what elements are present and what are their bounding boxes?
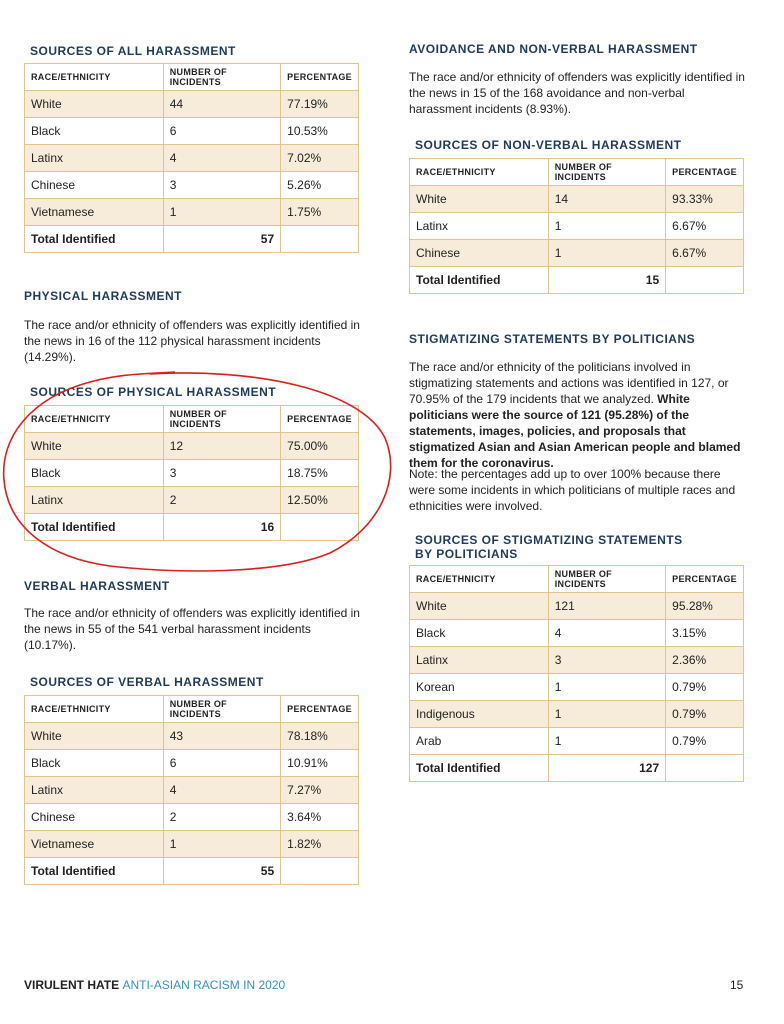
politicians-table-title (415, 533, 683, 561)
page-number: 15 (730, 978, 744, 992)
incidents-cell: 121 (548, 593, 665, 620)
percentage-cell: 1.75% (281, 199, 359, 226)
total-value: 15 (548, 267, 665, 294)
table-row (25, 831, 359, 858)
total-label: Total Identified (410, 755, 549, 782)
race-cell: Chinese (25, 172, 164, 199)
incidents-cell: 4 (163, 145, 280, 172)
race-cell: Latinx (410, 647, 549, 674)
non-verbal-table-title: SOURCES OF NON-VERBAL HARASSMENT (415, 138, 682, 152)
race-cell: Latinx (410, 213, 549, 240)
percentage-cell: 75.00% (281, 433, 359, 460)
physical-harassment-table-title: SOURCES OF PHYSICAL HARASSMENT (30, 385, 277, 399)
column-header: PERCENTAGE (666, 159, 744, 186)
column-header: PERCENTAGE (281, 406, 359, 433)
total-label: Total Identified (25, 514, 164, 541)
physical-harassment-table (24, 405, 359, 541)
total-empty-cell (281, 226, 359, 253)
race-cell: Black (410, 620, 549, 647)
race-cell: White (410, 593, 549, 620)
incidents-cell: 1 (548, 728, 665, 755)
percentage-cell: 6.67% (666, 213, 744, 240)
table-row (25, 199, 359, 226)
all-harassment-table-title: SOURCES OF ALL HARASSMENT (30, 44, 236, 58)
footer-brand (24, 978, 285, 992)
table-row (410, 647, 744, 674)
politicians-note: Note: the percentages add up to over 100% because there were some incidents in which politicians of multiple races and ethnicities were involved. (409, 467, 736, 513)
politicians-table-title-line2: BY POLITICIANS (415, 547, 518, 561)
incidents-cell: 2 (163, 804, 280, 831)
percentage-cell: 7.27% (281, 777, 359, 804)
footer-subtitle: ANTI-ASIAN RACISM IN 2020 (122, 978, 286, 992)
incidents-cell: 3 (163, 460, 280, 487)
column-header: RACE/ETHNICITY (25, 696, 164, 723)
non-verbal-table (409, 158, 744, 294)
total-empty-cell (666, 267, 744, 294)
table-row (25, 118, 359, 145)
total-value: 55 (163, 858, 280, 885)
incidents-cell: 1 (548, 240, 665, 267)
verbal-harassment-table-title: SOURCES OF VERBAL HARASSMENT (30, 675, 264, 689)
table-row (410, 620, 744, 647)
table-header-row (25, 64, 359, 91)
percentage-cell: 10.91% (281, 750, 359, 777)
race-cell: White (25, 723, 164, 750)
race-cell: White (25, 433, 164, 460)
percentage-cell: 18.75% (281, 460, 359, 487)
politicians-table (409, 565, 744, 782)
footer-brand-name: VIRULENT HATE (24, 978, 120, 992)
incidents-cell: 1 (163, 199, 280, 226)
race-cell: Indigenous (410, 701, 549, 728)
percentage-cell: 77.19% (281, 91, 359, 118)
table-row (410, 240, 744, 267)
percentage-cell: 95.28% (666, 593, 744, 620)
column-header: NUMBER OF INCIDENTS (163, 696, 280, 723)
incidents-cell: 1 (163, 831, 280, 858)
race-cell: Latinx (25, 777, 164, 804)
total-label: Total Identified (25, 858, 164, 885)
table-row (25, 172, 359, 199)
total-empty-cell (281, 858, 359, 885)
column-header: RACE/ETHNICITY (410, 566, 549, 593)
total-label: Total Identified (410, 267, 549, 294)
race-cell: Latinx (25, 145, 164, 172)
table-row (25, 433, 359, 460)
table-row (410, 213, 744, 240)
total-row (25, 514, 359, 541)
column-header: PERCENTAGE (666, 566, 744, 593)
verbal-harassment-heading: VERBAL HARASSMENT (24, 579, 170, 593)
incidents-cell: 43 (163, 723, 280, 750)
physical-harassment-text: The race and/or ethnicity of offenders was explicitly identified in the news in 16 of the 112 physical harassment incidents (14.29%). (24, 318, 360, 364)
total-row (410, 267, 744, 294)
table-row (25, 91, 359, 118)
table-row (410, 728, 744, 755)
table-row (410, 186, 744, 213)
incidents-cell: 12 (163, 433, 280, 460)
total-value: 127 (548, 755, 665, 782)
table-header-row (25, 696, 359, 723)
total-row (410, 755, 744, 782)
race-cell: Black (25, 460, 164, 487)
race-cell: Chinese (410, 240, 549, 267)
percentage-cell: 3.64% (281, 804, 359, 831)
percentage-cell: 12.50% (281, 487, 359, 514)
column-header: RACE/ETHNICITY (25, 64, 164, 91)
total-row (25, 858, 359, 885)
percentage-cell: 7.02% (281, 145, 359, 172)
percentage-cell: 10.53% (281, 118, 359, 145)
table-row (25, 487, 359, 514)
incidents-cell: 6 (163, 118, 280, 145)
table-row (410, 701, 744, 728)
physical-harassment-heading: PHYSICAL HARASSMENT (24, 289, 182, 303)
incidents-cell: 6 (163, 750, 280, 777)
table-row (25, 804, 359, 831)
race-cell: Black (25, 118, 164, 145)
incidents-cell: 4 (163, 777, 280, 804)
column-header: RACE/ETHNICITY (25, 406, 164, 433)
race-cell: Vietnamese (25, 831, 164, 858)
column-header: NUMBER OF INCIDENTS (163, 64, 280, 91)
percentage-cell: 0.79% (666, 728, 744, 755)
race-cell: Latinx (25, 487, 164, 514)
race-cell: Korean (410, 674, 549, 701)
percentage-cell: 5.26% (281, 172, 359, 199)
column-header: NUMBER OF INCIDENTS (548, 159, 665, 186)
column-header: RACE/ETHNICITY (410, 159, 549, 186)
politicians-table-title-line1: SOURCES OF STIGMATIZING STATEMENTS (415, 533, 683, 547)
percentage-cell: 6.67% (666, 240, 744, 267)
percentage-cell: 2.36% (666, 647, 744, 674)
incidents-cell: 14 (548, 186, 665, 213)
politicians-text-bold: White politicians were the source of 121 (95.28%) of the statements, images, policies, and proposals that stigmatized Asian and Asian American people and blamed them for the coronavirus. (409, 392, 741, 470)
incidents-cell: 3 (163, 172, 280, 199)
total-value: 16 (163, 514, 280, 541)
total-value: 57 (163, 226, 280, 253)
politicians-text-plain: The race and/or ethnicity of the politicians involved in stigmatizing statements and actions was identified in 127, or 70.95% of the 179 incidents that we analyzed. (409, 360, 729, 406)
race-cell: Black (25, 750, 164, 777)
all-harassment-table (24, 63, 359, 253)
avoidance-heading: AVOIDANCE AND NON-VERBAL HARASSMENT (409, 42, 698, 56)
verbal-harassment-text: The race and/or ethnicity of offenders was explicitly identified in the news in 55 of the 541 verbal harassment incidents (10.17%). (24, 606, 360, 652)
percentage-cell: 0.79% (666, 674, 744, 701)
table-row (25, 750, 359, 777)
table-header-row (25, 406, 359, 433)
race-cell: Arab (410, 728, 549, 755)
percentage-cell: 0.79% (666, 701, 744, 728)
politicians-heading: STIGMATIZING STATEMENTS BY POLITICIANS (409, 332, 696, 346)
percentage-cell: 93.33% (666, 186, 744, 213)
table-row (25, 145, 359, 172)
table-header-row (410, 566, 744, 593)
column-header: PERCENTAGE (281, 696, 359, 723)
total-empty-cell (666, 755, 744, 782)
column-header: PERCENTAGE (281, 64, 359, 91)
verbal-harassment-table (24, 695, 359, 885)
total-row (25, 226, 359, 253)
percentage-cell: 3.15% (666, 620, 744, 647)
table-header-row (410, 159, 744, 186)
total-label: Total Identified (25, 226, 164, 253)
percentage-cell: 78.18% (281, 723, 359, 750)
incidents-cell: 44 (163, 91, 280, 118)
percentage-cell: 1.82% (281, 831, 359, 858)
incidents-cell: 1 (548, 701, 665, 728)
table-row (410, 674, 744, 701)
column-header: NUMBER OF INCIDENTS (163, 406, 280, 433)
incidents-cell: 1 (548, 674, 665, 701)
table-row (25, 777, 359, 804)
race-cell: White (25, 91, 164, 118)
race-cell: Chinese (25, 804, 164, 831)
incidents-cell: 1 (548, 213, 665, 240)
avoidance-text: The race and/or ethnicity of offenders was explicitly identified in the news in 15 of the 168 avoidance and non-verbal harassment incidents (8.93%). (409, 70, 745, 116)
politicians-text (409, 359, 749, 471)
race-cell: White (410, 186, 549, 213)
table-row (410, 593, 744, 620)
incidents-cell: 3 (548, 647, 665, 674)
incidents-cell: 2 (163, 487, 280, 514)
column-header: NUMBER OF INCIDENTS (548, 566, 665, 593)
race-cell: Vietnamese (25, 199, 164, 226)
total-empty-cell (281, 514, 359, 541)
incidents-cell: 4 (548, 620, 665, 647)
table-row (25, 460, 359, 487)
table-row (25, 723, 359, 750)
